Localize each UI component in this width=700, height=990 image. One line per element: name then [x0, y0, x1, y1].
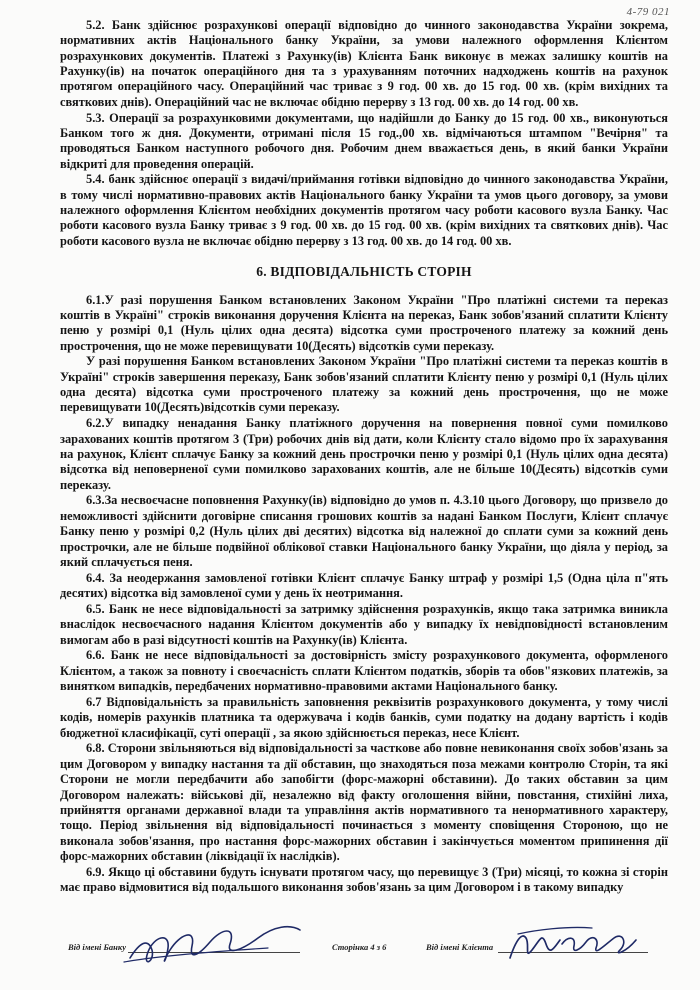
clause-6-7: 6.7 Відповідальність за правильність заповнення реквізитів розрахункового документа, у тому числі кодів, номерів рахунків платника та одержувача і кодів банків, суми податку на додану вартість і кодів бюджетної класифікації, суті операції , за якою здійснюється переказ, несе Клієнт.	[60, 694, 668, 740]
clause-6-1-continued: У разі порушення Банком встановлених Законом України "Про платіжні системи та переказ коштів в Україні" строків завершення переказу, Банк зобов'язаний сплатити Клієнту пеню у розмірі 0,1 (Нуль цілих одна десята) відсотка суми простроченого платежу за кожний день прострочення, що не може перевищувати 10(Десять)відсотків суми переказу.	[60, 354, 668, 415]
clause-6-5: 6.5. Банк не несе відповідальності за затримку здійснення розрахунків, якщо така затримка виникла внаслідок несвоєчасного надання Клієнтом документів або у випадку їх невідповідності встановленим вимогам або в разі відсутності коштів на Рахунку(ів) Клієнта.	[60, 601, 668, 647]
clause-6-6: 6.6. Банк не несе відповідальності за достовірність змісту розрахункового документа, оформленого Клієнтом, а також за повноту і своєчасність сплати Клієнтом податків, зборів та обов"язкових платежів, за винятком випадків, передбачених нормативно-правовими актами Національного банку.	[60, 648, 668, 694]
clause-5-2: 5.2. Банк здійснює розрахункові операції відповідно до чинного законодавства України зокрема, нормативних актів Національного банку України, за умови належного оформлення Клієнтом розрахункових документів. Платежі з Рахунку(ів) Клієнта Банк виконує в межах залишку коштів на Рахунку(ів) на початок операційного дня та з урахуванням поточних надходжень коштів на рахунок протягом операційного часу. Операційний час триває з 9 год. 00 хв. до 15 год. 00 хв. (крім вихідних та святкових днів). Операційний час не включає обідню перерву з 13 год. 00 хв. до 14 год. 00 хв.	[60, 18, 668, 109]
client-signature-icon	[496, 914, 656, 974]
clause-6-8: 6.8. Сторони звільняються від відповідальності за часткове або повне невиконання своїх зобов'язань за цим Договором у випадку настання та дії обставин, що знаходяться поза межами контролю Сторін, та які Сторони не могли передбачити або запобігти (форс-мажорні обставини). До таких обставин за цим Договором належать: військові дії, незалежно від факту оголошення війни, повстання, стихійні лиха, прийняття органами державної влади та управління актів нормативного та ненормативного характеру, тощо. Період звільнення від відповідальності починається з моменту сповіщення Стороною, що не виконала зобов'язання, про настання форс-мажорних обставин і закінчується моментом припинення дії форс-мажорних обставин (ліквідації їх наслідків).	[60, 741, 668, 863]
clause-6-4: 6.4. За неодержання замовленої готівки Клієнт сплачує Банку штраф у розмірі 1,5 (Одна ціла п"ять десятих) відсотка від замовленої суми у день їх неотримання.	[60, 570, 668, 601]
clause-6-9: 6.9. Якщо ці обставини будуть існувати протягом часу, що перевищує 3 (Три) місяці, то кожна зі сторін має право відмовитися від подальшого виконання зобов'язань за цим Договором і в такому випадку	[60, 864, 668, 895]
document-body	[60, 18, 668, 895]
clause-5-4: 5.4. банк здійснює операції з видачі/приймання готівки відповідно до чинного законодавства України, в тому числі нормативно-правових актів Національного банку України та умов цього договору, за умови належного оформлення Клієнтом необхідних документів протягом часу роботи касового вузла Банку. Час роботи касового вузла Банку триває з 9 год. 00 хв. до 15 год. 00 хв. (крім вихідних та святкових днів). Час роботи касового вузла не включає обідню перерву з 13 год. 00 хв. до 14 год. 00 хв.	[60, 172, 668, 248]
corner-code: 4-79 021	[626, 6, 670, 18]
bank-signature-icon	[118, 912, 308, 974]
clause-6-1: 6.1.У разі порушення Банком встановлених Законом України "Про платіжні системи та переказ коштів в Україні" строків виконання доручення Клієнта на переказ, Банк зобов'язаний сплатити Клієнту пеню у розмірі 0,1 (Нуль цілих одна десята) відсотка суми простроченого платежу за кожний день прострочення, що не може перевищувати 10(Десять) відсотків суми переказу.	[60, 292, 668, 353]
bank-signature-label: Від імені Банку	[68, 942, 126, 952]
section-title: 6. ВІДПОВІДАЛЬНІСТЬ СТОРІН	[256, 264, 472, 280]
signature-footer	[0, 912, 700, 972]
clause-6-3: 6.3.За несвоєчасне поповнення Рахунку(ів) відповідно до умов п. 4.3.10 цього Договору, що призвело до неможливості здійснити договірне списання грошових коштів за надані Банком Послуги, Клієнт сплачує Банку пеню у розмірі 0,2 (Нуль цілих дві десятих) відсотка від належної до сплати суми за кожний день прострочки, але не більше подвійної облікової ставки Національного банку України, що діяла у період, за який сплачується пеня.	[60, 493, 668, 569]
clause-6-2: 6.2.У випадку ненадання Банку платіжного доручення на повернення повної суми помилково зарахованих коштів протягом 3 (Три) робочих днів від дати, коли Клієнту стало відомо про їх зарахування на рахунок, Клієнт сплачує Банку за кожний день прострочки пеню у розмірі 0,1 (Нуль цілих одна десята) відсотка від неповерненої суми помилково зарахованих коштів, але не більше 10(Десять) відсотків суми переказу.	[60, 416, 668, 492]
page-number: Сторінка 4 з 6	[332, 942, 387, 952]
client-signature-label: Від імені Клієнта	[426, 942, 494, 952]
clause-5-3: 5.3. Операції за розрахунковими документами, що надійшли до Банку до 15 год. 00 хв., виконуються Банком того ж дня. Документи, отримані після 15 год.,00 хв. відмічаються штампом "Вечірня" та проводяться Банком наступного робочого дня. Робочим днем вважається день, в який банки України відкриті для проведення операцій.	[60, 110, 668, 171]
